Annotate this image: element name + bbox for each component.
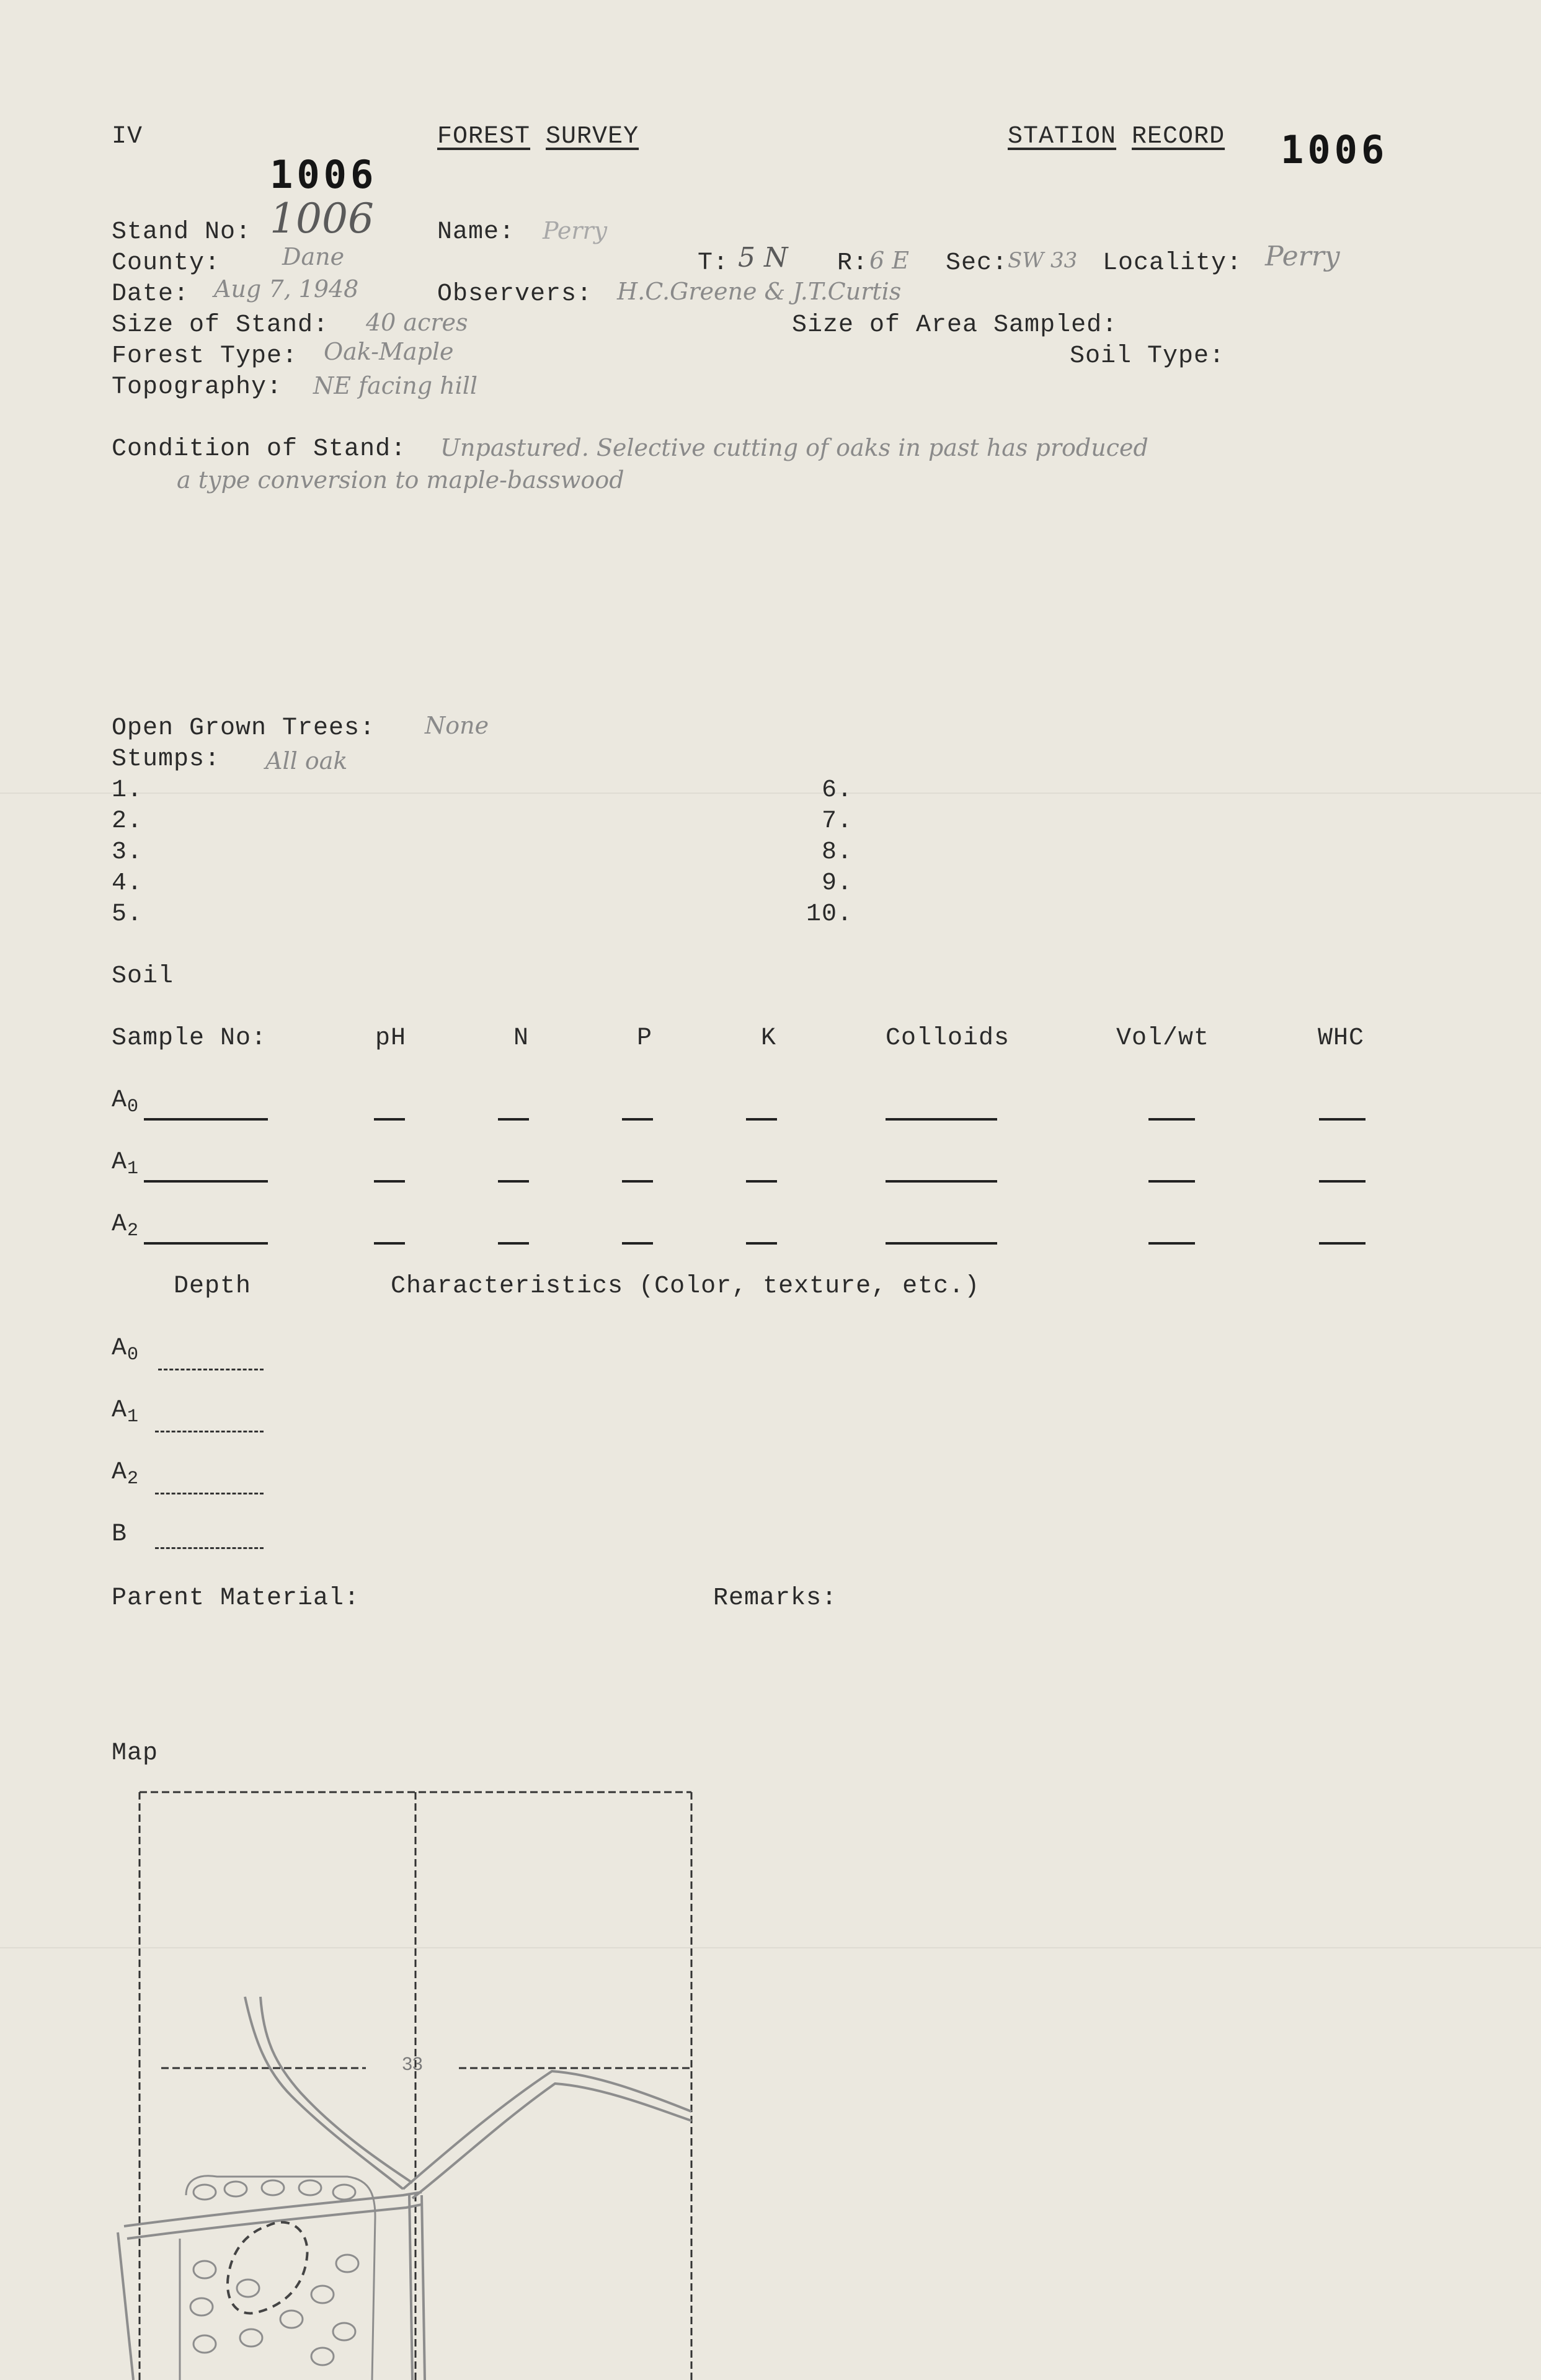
- parent-material-label: Parent Material:: [112, 1584, 360, 1612]
- horizon-letter: A: [112, 1396, 128, 1424]
- horizon-letter: A: [112, 1148, 128, 1176]
- observers-value: H.C.Greene & J.T.Curtis: [617, 278, 902, 305]
- size-of-stand-value: 40 acres: [366, 309, 468, 336]
- section-value: SW 33: [1008, 248, 1078, 273]
- soil-column-whc: WHC: [1318, 1024, 1365, 1052]
- soil-column-sample-no: Sample No:: [112, 1024, 267, 1052]
- stump-number: 4.: [112, 869, 143, 897]
- stump-number: 1.: [112, 776, 143, 804]
- condition-text-line1: Unpastured. Selective cutting of oaks in past has produced: [440, 434, 1148, 461]
- county-label: County:: [112, 249, 221, 277]
- sample-plot-outline: [228, 2222, 308, 2314]
- county-value: Dane: [282, 243, 345, 270]
- soil-heading: Soil: [112, 962, 174, 990]
- stump-number: 2.: [112, 807, 143, 835]
- soil-column-n: N: [513, 1024, 530, 1052]
- depth-heading: Depth: [174, 1272, 252, 1300]
- condition-text-line2: a type conversion to maple-basswood: [177, 466, 624, 494]
- characteristics-heading: Characteristics (Color, texture, etc.): [391, 1272, 980, 1300]
- horizon-sub: 1: [127, 1406, 140, 1428]
- horizon-letter: A: [112, 1086, 128, 1114]
- record-title-word: RECORD: [1132, 123, 1225, 151]
- stump-number: 10.: [806, 900, 853, 928]
- township-value: 5 N: [738, 242, 788, 273]
- record-title-word: STATION: [1008, 123, 1117, 151]
- observers-label: Observers:: [437, 280, 593, 308]
- soil-column-colloids: Colloids: [886, 1024, 1010, 1052]
- forest-type-value: Oak-Maple: [324, 338, 454, 365]
- range-value: 6 E: [869, 247, 909, 274]
- stump-number: 3.: [112, 838, 143, 866]
- forest-type-label: Forest Type:: [112, 342, 298, 370]
- remarks-label: Remarks:: [713, 1584, 838, 1612]
- stumps-value: All oak: [265, 747, 348, 775]
- size-of-stand-label: Size of Stand:: [112, 311, 329, 339]
- date-value: Aug 7, 1948: [214, 275, 359, 303]
- horizon-letter: A: [112, 1459, 128, 1486]
- condition-label: Condition of Stand:: [112, 435, 407, 463]
- horizon-letter: A: [112, 1210, 128, 1238]
- soil-column-p: P: [637, 1024, 653, 1052]
- soil-column-ph: pH: [375, 1024, 407, 1052]
- date-label: Date:: [112, 280, 190, 308]
- open-grown-trees-value: None: [425, 712, 489, 739]
- form-title-word: FOREST: [437, 123, 531, 151]
- stand-no-value: 1006: [270, 195, 374, 242]
- horizon-sub: 0: [127, 1344, 140, 1365]
- locality-label: Locality:: [1103, 249, 1243, 277]
- locality-value: Perry: [1265, 241, 1340, 272]
- stump-number: 7.: [822, 807, 853, 835]
- name-label: Name:: [437, 218, 515, 246]
- woodlot-sketch: [180, 2176, 375, 2380]
- horizon-sub: 0: [127, 1096, 140, 1117]
- stamp-number-right: 1006: [1281, 127, 1388, 172]
- stump-number: 8.: [822, 838, 853, 866]
- stump-number: 6.: [822, 776, 853, 804]
- size-of-area-sampled-label: Size of Area Sampled:: [792, 311, 1118, 339]
- section-label: Sec:: [946, 249, 1008, 277]
- range-label: R:: [837, 249, 869, 277]
- topography-label: Topography:: [112, 373, 283, 401]
- soil-column-k: K: [761, 1024, 777, 1052]
- horizon-letter: A: [112, 1334, 128, 1362]
- soil-type-label: Soil Type:: [1070, 342, 1225, 370]
- horizon-sub: 1: [127, 1158, 140, 1179]
- stumps-label: Stumps:: [112, 745, 221, 773]
- stamp-number-left: 1006: [270, 152, 378, 197]
- horizon-sub: 2: [127, 1220, 140, 1241]
- soil-column-vol-wt: Vol/wt: [1116, 1024, 1210, 1052]
- stand-no-label: Stand No:: [112, 218, 252, 246]
- map-section-number: 33: [402, 2054, 423, 2074]
- map-heading: Map: [112, 1739, 159, 1767]
- form-title-word: SURVEY: [546, 123, 639, 151]
- township-label: T:: [698, 249, 729, 277]
- topography-value: NE facing hill: [313, 372, 478, 399]
- horizon-sub: 2: [127, 1468, 140, 1490]
- stump-number: 9.: [822, 869, 853, 897]
- name-value: Perry: [543, 217, 608, 244]
- open-grown-trees-label: Open Grown Trees:: [112, 714, 376, 742]
- section-number: IV: [112, 123, 143, 151]
- horizon-letter: B: [112, 1521, 128, 1548]
- section-boundary: [140, 1792, 691, 2380]
- stump-number: 5.: [112, 900, 143, 928]
